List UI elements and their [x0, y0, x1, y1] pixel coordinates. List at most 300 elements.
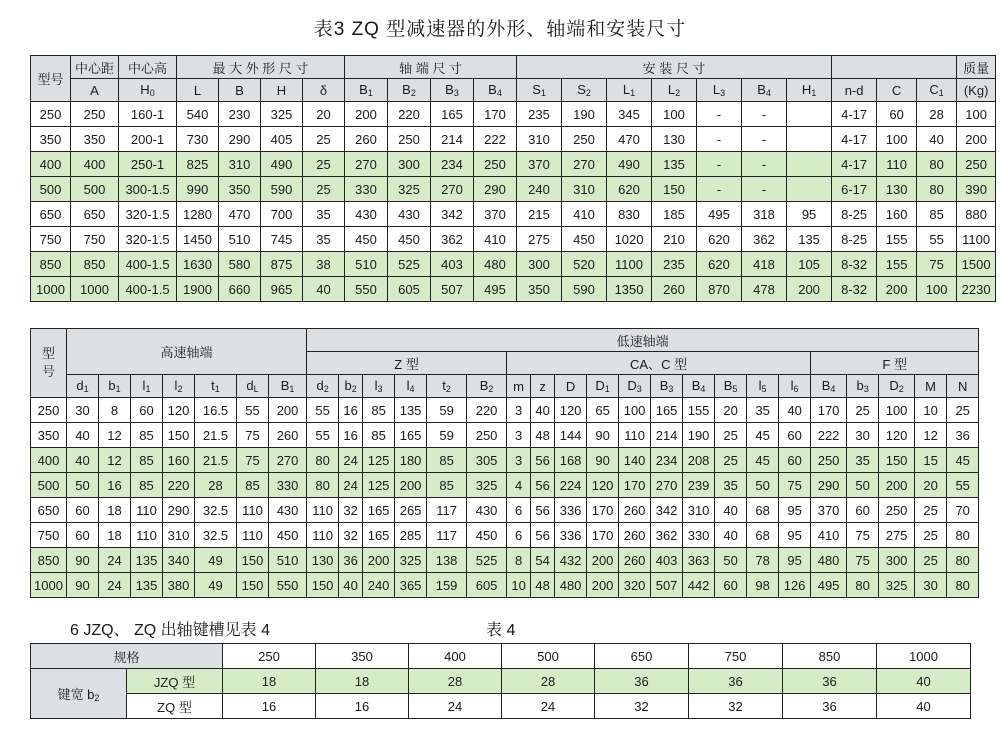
table-cell: 24 [99, 573, 131, 598]
header-z-type: Z 型 [307, 352, 507, 375]
table-cell: 25 [847, 398, 879, 423]
table-cell: 50 [715, 548, 747, 573]
header-sub: $H_0$ [119, 79, 177, 102]
table-cell: 35 [303, 227, 345, 252]
table-cell: 98 [747, 573, 779, 598]
model-cell: 750 [31, 227, 71, 252]
table-cell: 16 [99, 473, 131, 498]
table-cell: 25 [915, 548, 947, 573]
table-cell: 25 [915, 523, 947, 548]
table-cell: 24 [99, 548, 131, 573]
table-cell: 1020 [607, 227, 652, 252]
table-cell: 214 [431, 127, 474, 152]
table-cell: 155 [683, 398, 715, 423]
table-cell: 450 [269, 523, 307, 548]
zq-cell: 36 [783, 694, 877, 719]
table-cell: 200 [877, 277, 917, 302]
table-cell: 250 [957, 152, 996, 177]
header-low-speed: 低速轴端 [307, 329, 979, 352]
table-cell: 40 [303, 277, 345, 302]
table-cell: 30 [915, 573, 947, 598]
table-cell: 54 [531, 548, 555, 573]
table-cell: 1500 [957, 252, 996, 277]
table-cell: 410 [562, 202, 607, 227]
table-cell: 605 [467, 573, 507, 598]
table-cell: 590 [562, 277, 607, 302]
table-cell: 40 [67, 448, 99, 473]
table-cell: 270 [345, 152, 388, 177]
table-cell: 160 [877, 202, 917, 227]
header-sub: $l_3$ [363, 375, 395, 398]
header-sub: $L_3$ [697, 79, 742, 102]
model-cell: 650 [31, 202, 71, 227]
table-cell: 470 [607, 127, 652, 152]
table-cell: 135 [131, 573, 163, 598]
table-cell: 165 [395, 423, 427, 448]
table-cell [787, 127, 832, 152]
table-cell: 21.5 [195, 448, 237, 473]
table-cell: 430 [269, 498, 307, 523]
table-cell: 700 [261, 202, 303, 227]
table-cell: 55 [917, 227, 957, 252]
table-keyway [30, 643, 971, 719]
table-cell: 432 [555, 548, 587, 573]
table-cell: 4-17 [832, 127, 877, 152]
table-cell: 310 [219, 152, 261, 177]
model-cell: 1000 [31, 277, 71, 302]
jzq-cell: 28 [409, 669, 502, 694]
table-cell: 35 [847, 448, 879, 473]
table-cell: 36 [947, 423, 979, 448]
table-row [31, 573, 979, 598]
table-cell: 400-1.5 [119, 252, 177, 277]
table-cell: 285 [395, 523, 427, 548]
header-sub: A [71, 79, 119, 102]
table-cell: 650 [71, 202, 119, 227]
table-cell: 380 [163, 573, 195, 598]
table-cell: 1350 [607, 277, 652, 302]
table-cell: 85 [131, 423, 163, 448]
table-cell: 370 [517, 152, 562, 177]
jzq-cell: 36 [689, 669, 783, 694]
table-cell: 170 [587, 498, 619, 523]
table-cell: 745 [261, 227, 303, 252]
table-cell: 135 [787, 227, 832, 252]
table-cell: 25 [715, 423, 747, 448]
table-cell: 60 [67, 523, 99, 548]
table-cell: 90 [587, 448, 619, 473]
section-heading-6: 6 JZQ、 ZQ 出轴键槽见表 4 [70, 622, 271, 639]
table-cell: - [742, 177, 787, 202]
spec-cell: 500 [502, 644, 595, 669]
table-cell: 1450 [177, 227, 219, 252]
table-cell: 265 [395, 498, 427, 523]
header-sub: B [219, 79, 261, 102]
table-row [31, 523, 979, 548]
table-cell: 470 [219, 202, 261, 227]
table-cell: 510 [269, 548, 307, 573]
table-cell: 125 [363, 448, 395, 473]
table-cell: 56 [531, 473, 555, 498]
jzq-cell: 36 [783, 669, 877, 694]
header-sub: H [261, 79, 303, 102]
table-cell: 144 [555, 423, 587, 448]
table-cell: 336 [555, 523, 587, 548]
table-cell: 520 [562, 252, 607, 277]
zq-cell: 40 [877, 694, 971, 719]
table-cell: 60 [847, 498, 879, 523]
table-cell: 230 [219, 102, 261, 127]
table-cell: 495 [474, 277, 517, 302]
table-cell: 418 [742, 252, 787, 277]
table-cell: 130 [877, 177, 917, 202]
spec-cell: 650 [595, 644, 689, 669]
table-cell: 160 [163, 448, 195, 473]
header-sub: z [531, 375, 555, 398]
table-cell: 110 [307, 498, 339, 523]
table-cell: 125 [363, 473, 395, 498]
table-cell: 525 [467, 548, 507, 573]
table-cell: 24 [339, 448, 363, 473]
table-cell: 239 [683, 473, 715, 498]
model-cell: 350 [31, 127, 71, 152]
table-cell: 403 [651, 548, 683, 573]
table-row [31, 448, 979, 473]
table-cell: 4 [507, 473, 531, 498]
table-cell: 1000 [71, 277, 119, 302]
table-cell: 15 [915, 448, 947, 473]
table-cell: 310 [517, 127, 562, 152]
table-cell: 510 [219, 227, 261, 252]
jzq-cell: 36 [595, 669, 689, 694]
zq-cell: 16 [223, 694, 316, 719]
table-cell: 80 [307, 448, 339, 473]
table-cell: 200 [587, 573, 619, 598]
table-cell: 30 [67, 398, 99, 423]
table-cell: 4-17 [832, 152, 877, 177]
table-cell: 403 [431, 252, 474, 277]
table-cell: 235 [652, 252, 697, 277]
table-cell: 480 [555, 573, 587, 598]
table-cell: 550 [269, 573, 307, 598]
header-spec: 规格 [31, 644, 223, 669]
table-cell: 126 [779, 573, 811, 598]
table-row [31, 498, 979, 523]
header-sub: $l_6$ [779, 375, 811, 398]
table-cell: 330 [683, 523, 715, 548]
table-cell: 590 [261, 177, 303, 202]
table-cell: 290 [163, 498, 195, 523]
table-cell: 40 [715, 523, 747, 548]
header-sub: $d_1$ [67, 375, 99, 398]
header-model: 型 号 [31, 329, 67, 398]
table-cell: 21.5 [195, 423, 237, 448]
table-cell: 28 [195, 473, 237, 498]
table-cell: 110 [877, 152, 917, 177]
model-cell: 650 [31, 498, 67, 523]
table-cell: 1630 [177, 252, 219, 277]
table-cell: 90 [67, 573, 99, 598]
table-cell: 95 [779, 523, 811, 548]
table-cell: 49 [195, 548, 237, 573]
table-cell: 80 [307, 473, 339, 498]
jzq-cell: 18 [223, 669, 316, 694]
table-row [31, 177, 996, 202]
table-cell: 170 [619, 473, 651, 498]
table-cell: 12 [99, 423, 131, 448]
table-cell: 110 [237, 523, 269, 548]
table-row [31, 548, 979, 573]
header-jzq: JZQ 型 [127, 669, 223, 694]
table-cell: 95 [779, 548, 811, 573]
model-cell: 400 [31, 152, 71, 177]
table-cell: 8-32 [832, 277, 877, 302]
table-cell: 290 [219, 127, 261, 152]
table-cell: 275 [517, 227, 562, 252]
table-cell: 40 [339, 573, 363, 598]
table-row [31, 202, 996, 227]
table-cell: 200 [879, 473, 915, 498]
table-cell: 260 [269, 423, 307, 448]
table-cell: 85 [363, 423, 395, 448]
table-cell: 250 [388, 127, 431, 152]
table-cell: 56 [531, 448, 555, 473]
table-cell: 750 [71, 227, 119, 252]
table-cell: 20 [915, 473, 947, 498]
table-cell: 24 [339, 473, 363, 498]
table-cell: 45 [947, 448, 979, 473]
table-cell [787, 152, 832, 177]
table-cell: 25 [715, 448, 747, 473]
table-cell: 68 [747, 498, 779, 523]
table-cell: 6-17 [832, 177, 877, 202]
table-cell: 48 [531, 573, 555, 598]
table-cell: 480 [811, 548, 847, 573]
table-cell: 660 [219, 277, 261, 302]
table-cell: 32 [339, 523, 363, 548]
table-cell: 620 [697, 227, 742, 252]
table-cell: 222 [811, 423, 847, 448]
table-cell: 318 [742, 202, 787, 227]
table-cell: 40 [779, 398, 811, 423]
table-cell: 363 [683, 548, 715, 573]
header-sub: $l_4$ [395, 375, 427, 398]
table-cell: 270 [269, 448, 307, 473]
header-sub: m [507, 375, 531, 398]
table-cell: 40 [917, 127, 957, 152]
table-cell: 365 [395, 573, 427, 598]
table-cell: 36 [339, 548, 363, 573]
table-cell: 85 [427, 473, 467, 498]
table-cell: 100 [917, 277, 957, 302]
table-cell: 59 [427, 398, 467, 423]
table-cell: 170 [474, 102, 517, 127]
table-cell: 370 [474, 202, 517, 227]
table-cell: 490 [607, 152, 652, 177]
table-cell: 310 [163, 523, 195, 548]
table-cell: 210 [652, 227, 697, 252]
table-cell: 85 [917, 202, 957, 227]
table-cell: 110 [131, 523, 163, 548]
table-cell: 200-1 [119, 127, 177, 152]
table-cell: 190 [562, 102, 607, 127]
table-cell: 55 [237, 398, 269, 423]
table-cell: 120 [879, 423, 915, 448]
table-cell: 155 [877, 227, 917, 252]
table-cell: 68 [747, 523, 779, 548]
table-cell: 150 [237, 573, 269, 598]
table-cell: 540 [177, 102, 219, 127]
table-cell: 620 [697, 252, 742, 277]
header-key-width: 键宽 $b_2$ [31, 669, 127, 719]
table-cell: 135 [395, 398, 427, 423]
table-cell: 55 [307, 423, 339, 448]
table-cell: - [697, 177, 742, 202]
header-f-type: F 型 [811, 352, 979, 375]
table-cell: 85 [363, 398, 395, 423]
header-sub: $b_2$ [339, 375, 363, 398]
header-sub: $L_1$ [607, 79, 652, 102]
header-zq: ZQ 型 [127, 694, 223, 719]
table-cell: 350 [219, 177, 261, 202]
table-cell: 80 [947, 523, 979, 548]
table-cell: 155 [877, 252, 917, 277]
table-cell: 65 [587, 398, 619, 423]
table-cell: 85 [237, 473, 269, 498]
table-cell: 990 [177, 177, 219, 202]
table-cell: 85 [131, 448, 163, 473]
table-cell: 80 [847, 573, 879, 598]
table-cell: 185 [652, 202, 697, 227]
table-cell: 275 [879, 523, 915, 548]
table-cell: 12 [915, 423, 947, 448]
header-sub: L [177, 79, 219, 102]
table-cell: 300 [388, 152, 431, 177]
table-row [31, 252, 996, 277]
table-cell: 25 [303, 177, 345, 202]
zq-cell: 32 [689, 694, 783, 719]
table-cell: 260 [619, 548, 651, 573]
table-cell: 48 [531, 423, 555, 448]
table-cell: 220 [467, 398, 507, 423]
table-cell: 215 [517, 202, 562, 227]
table-cell: 130 [652, 127, 697, 152]
table-cell: 730 [177, 127, 219, 152]
table-cell: 310 [683, 498, 715, 523]
header-sub: $l_2$ [163, 375, 195, 398]
table-cell: - [697, 127, 742, 152]
table-cell: 605 [388, 277, 431, 302]
header-high-speed: 高速轴端 [67, 329, 307, 375]
model-cell: 850 [31, 548, 67, 573]
table4-caption: 表 4 [486, 622, 516, 639]
table-cell: 25 [947, 398, 979, 423]
table-cell: 965 [261, 277, 303, 302]
table-cell: 290 [811, 473, 847, 498]
table-cell: 138 [427, 548, 467, 573]
table-cell: 120 [163, 398, 195, 423]
table-cell: 222 [474, 127, 517, 152]
table-cell: 75 [847, 548, 879, 573]
spec-cell: 400 [409, 644, 502, 669]
table-cell: 250-1 [119, 152, 177, 177]
table-cell: 260 [619, 498, 651, 523]
table-cell: 78 [747, 548, 779, 573]
table-cell: 75 [917, 252, 957, 277]
table-cell: 75 [847, 523, 879, 548]
table-cell: 325 [879, 573, 915, 598]
table-cell: 320 [619, 573, 651, 598]
table-cell: 270 [431, 177, 474, 202]
table-cell: 150 [652, 177, 697, 202]
header-sub: $B_5$ [715, 375, 747, 398]
table-cell: 350 [517, 277, 562, 302]
header-center-distance: 中心距 [71, 56, 119, 79]
table-row [31, 473, 979, 498]
table-cell: 135 [131, 548, 163, 573]
table-cell: 1100 [607, 252, 652, 277]
table-cell: 342 [651, 498, 683, 523]
table-cell: 350 [71, 127, 119, 152]
header-sub: $B_4$ [811, 375, 847, 398]
table-cell: 3 [507, 448, 531, 473]
table-cell: 870 [697, 277, 742, 302]
table-cell: 310 [562, 177, 607, 202]
table-cell: 60 [779, 423, 811, 448]
table-cell: 330 [345, 177, 388, 202]
table-cell: 40 [67, 423, 99, 448]
table-cell: 16.5 [195, 398, 237, 423]
table-cell: 170 [587, 523, 619, 548]
table-cell: 250 [71, 102, 119, 127]
zq-cell: 32 [595, 694, 689, 719]
table-cell: 250 [879, 498, 915, 523]
table-cell: 45 [747, 423, 779, 448]
table-cell: 200 [269, 398, 307, 423]
table-cell: 260 [652, 277, 697, 302]
table-cell: 60 [131, 398, 163, 423]
table-cell: 410 [474, 227, 517, 252]
table-cell: 60 [779, 448, 811, 473]
model-cell: 400 [31, 448, 67, 473]
table-cell: - [697, 102, 742, 127]
spec-cell: 750 [689, 644, 783, 669]
header-center-height: 中心高 [119, 56, 177, 79]
table-cell: 45 [747, 448, 779, 473]
header-mass: 质量 [957, 56, 996, 79]
table-cell: 390 [957, 177, 996, 202]
table-cell: 362 [742, 227, 787, 252]
table-cell: 70 [947, 498, 979, 523]
table-cell: 100 [879, 398, 915, 423]
table-cell: 850 [71, 252, 119, 277]
table-cell: 170 [811, 398, 847, 423]
table-row [31, 277, 996, 302]
table-cell: 250 [811, 448, 847, 473]
table-cell: 250 [474, 152, 517, 177]
table-cell: 85 [131, 473, 163, 498]
table-cell: - [742, 127, 787, 152]
table-cell: 2230 [957, 277, 996, 302]
header-sub: $B_1$ [345, 79, 388, 102]
header-sub: $C_1$ [917, 79, 957, 102]
table-cell: 105 [787, 252, 832, 277]
table-cell: 234 [651, 448, 683, 473]
table-cell: 6 [507, 498, 531, 523]
table-cell: 270 [562, 152, 607, 177]
table-cell: 8-25 [832, 202, 877, 227]
header-sub: $S_1$ [517, 79, 562, 102]
